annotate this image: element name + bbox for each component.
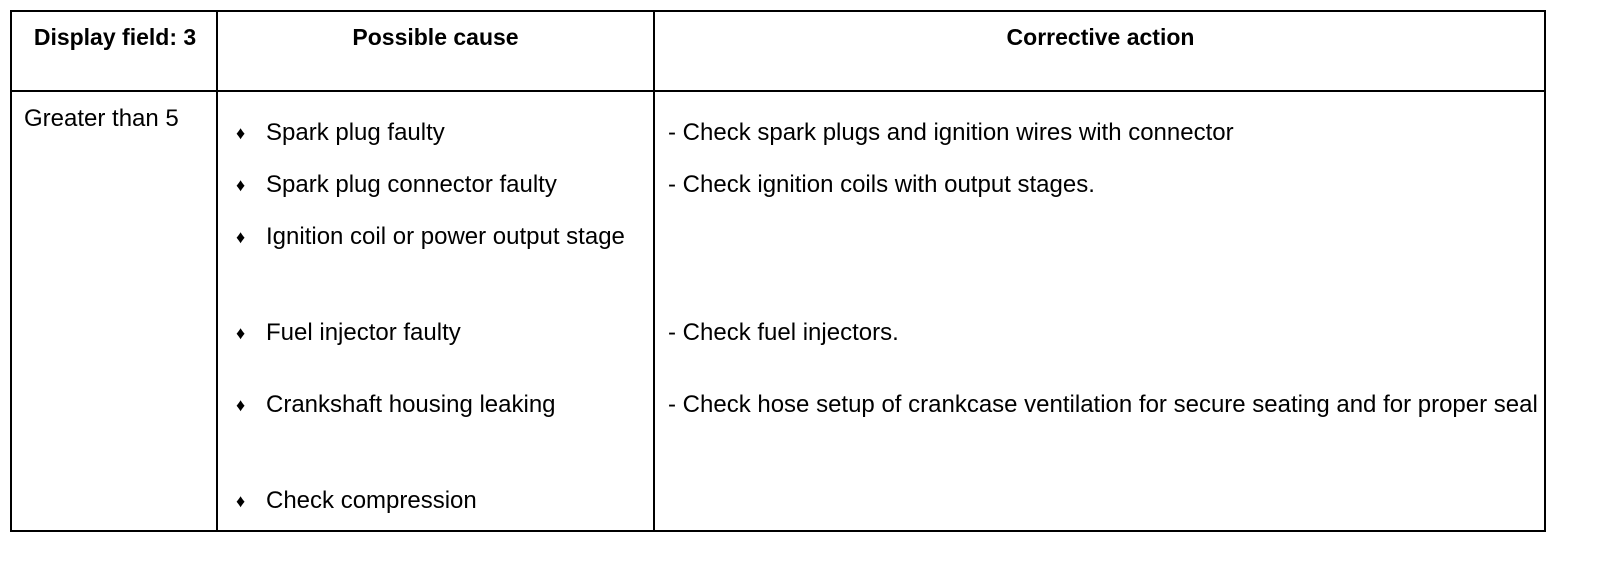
bullet-icon: ♦ [236,123,246,143]
bullet-icon: ♦ [236,323,246,343]
bullet-icon: ♦ [236,395,246,415]
header-corrective-action: Corrective action [1006,24,1195,50]
bullet-icon: ♦ [236,227,246,247]
header-possible-cause: Possible cause [352,24,519,50]
cause-text: Check compression [266,487,477,514]
bullet-icon: ♦ [236,175,246,195]
action-item: - Check fuel injectors. [668,319,899,346]
header-display-field: Display field: 3 [33,24,197,50]
bullet-icon: ♦ [236,491,246,511]
action-item: - Check ignition coils with output stages. [668,171,1095,198]
cause-text: Fuel injector faulty [266,319,461,346]
display-value: Greater than 5 [24,105,179,132]
cause-text: Crankshaft housing leaking [266,391,556,418]
header-divider [12,90,1544,92]
action-item: - Check hose setup of crankcase ventilation for secure seating and for proper seal [668,391,1538,418]
cause-text: Spark plug connector faulty [266,171,557,198]
diagnosis-table [10,10,1546,532]
action-item: - Check spark plugs and ignition wires with connector [668,119,1234,146]
cause-text: Ignition coil or power output stage [266,223,625,250]
cause-text: Spark plug faulty [266,119,445,146]
